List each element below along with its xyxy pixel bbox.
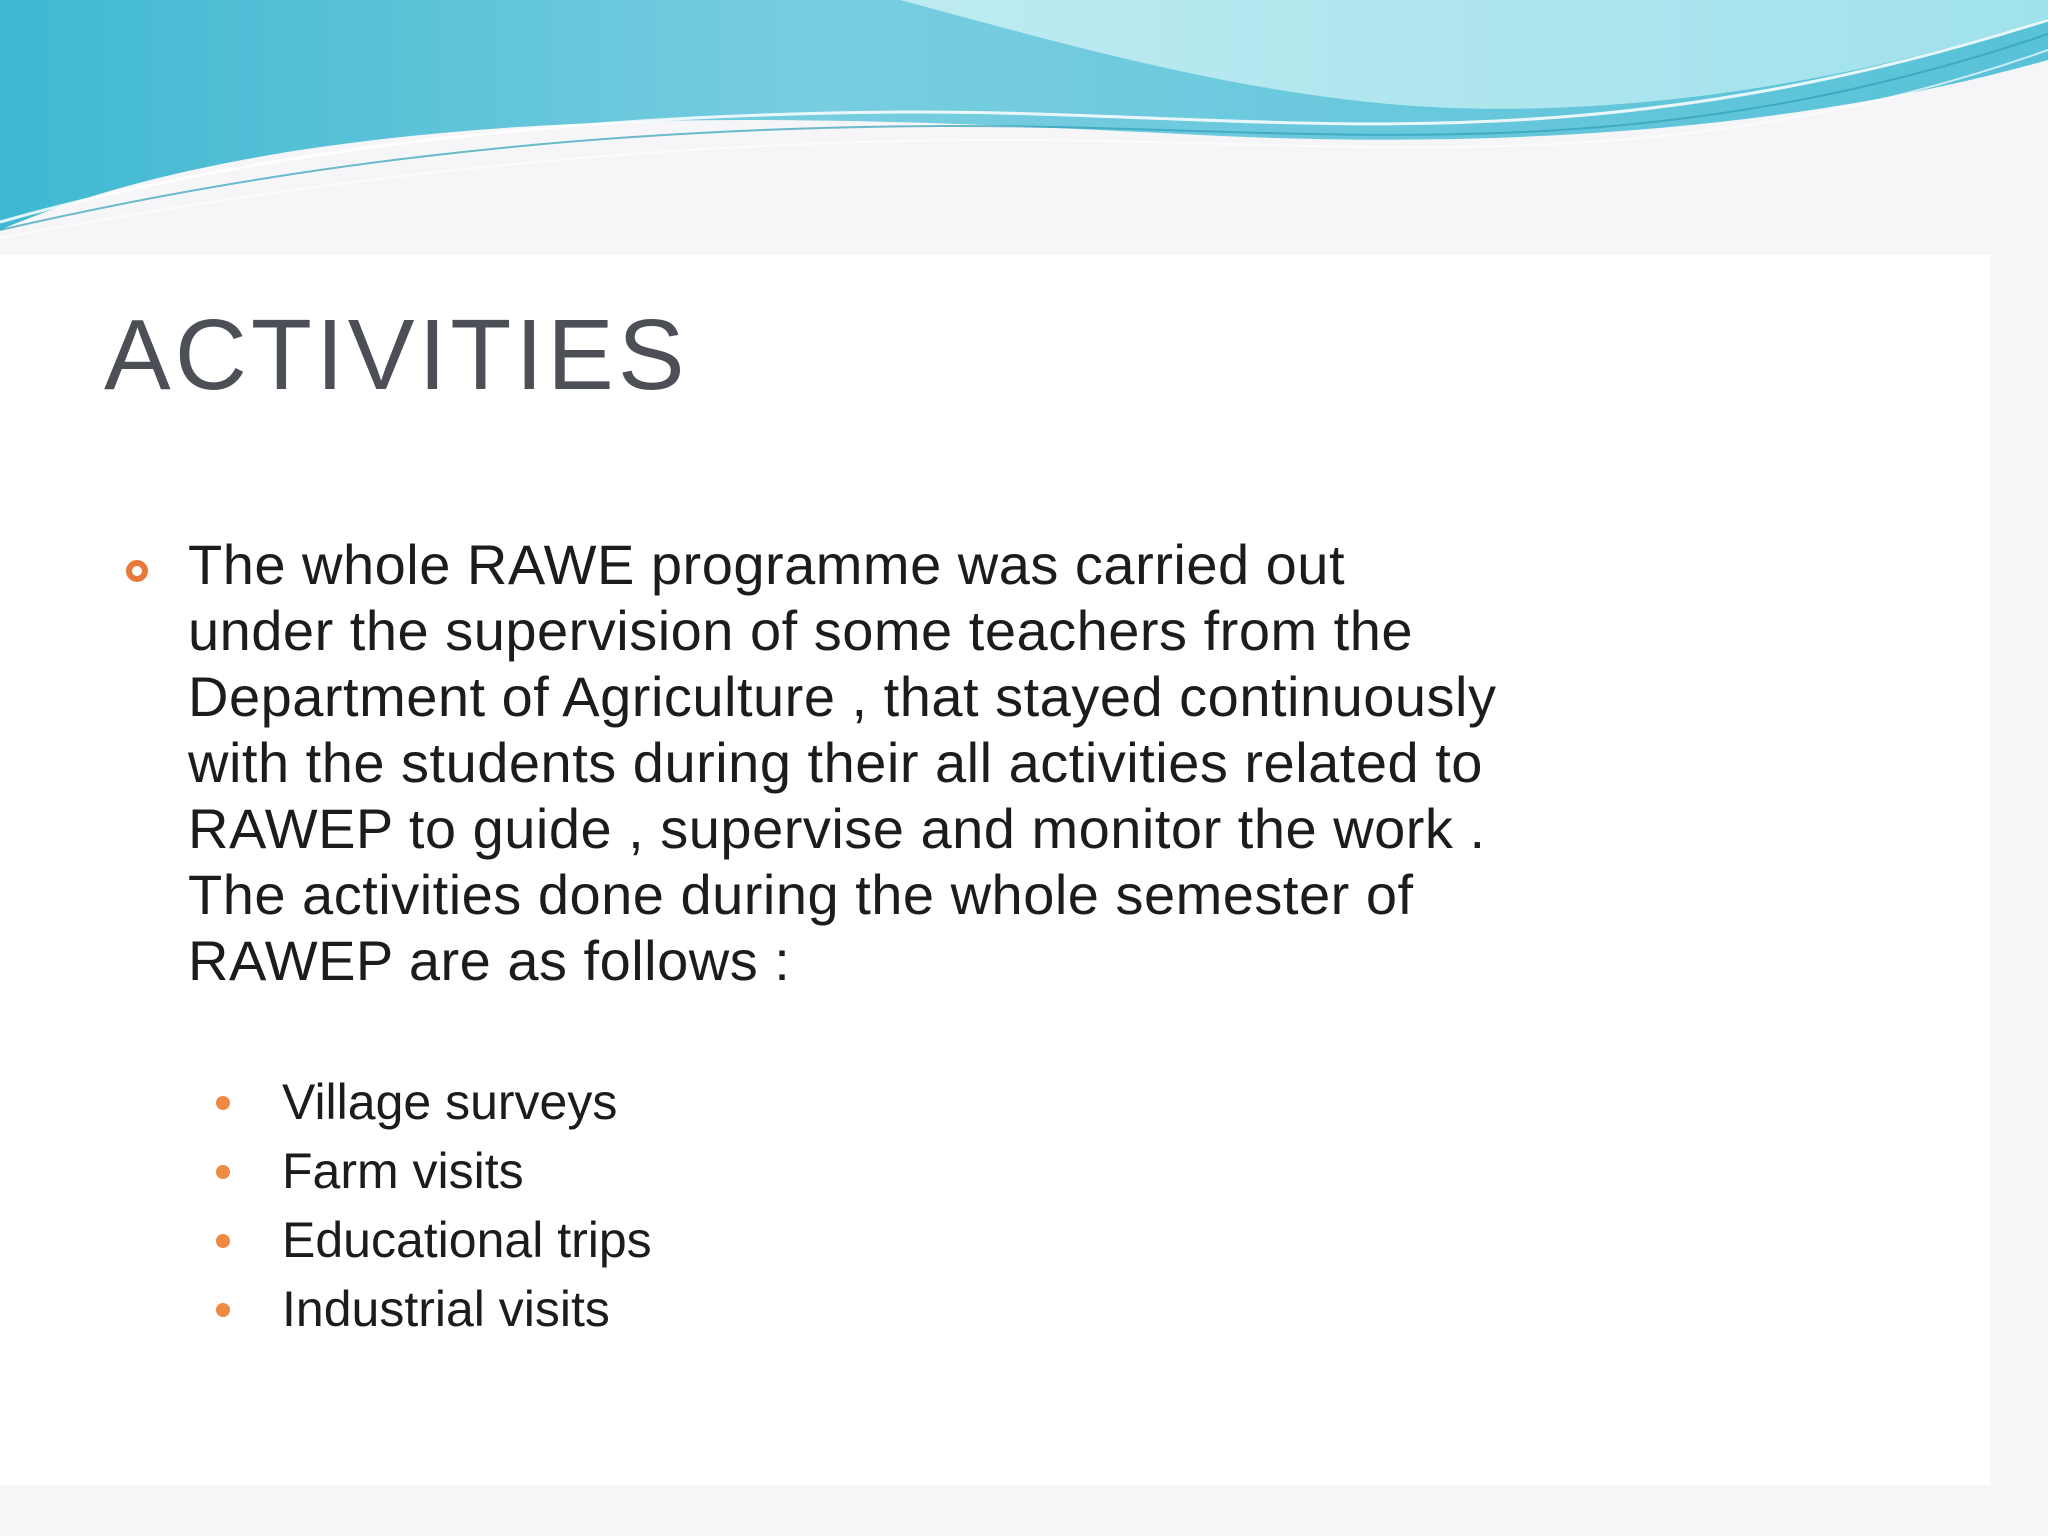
dot-bullet-icon: [216, 1096, 230, 1110]
main-bullet-line: The activities done during the whole semester of: [188, 863, 1414, 926]
dot-bullet-icon: [216, 1303, 230, 1317]
hollow-circle-bullet-icon: [126, 560, 148, 582]
main-bullet-line: with the students during their all activities related to: [188, 731, 1483, 794]
dot-bullet-icon: [216, 1234, 230, 1248]
main-bullet-line: RAWEP are as follows :: [188, 929, 791, 992]
main-bullet-line: RAWEP to guide , supervise and monitor the work .: [188, 797, 1486, 860]
main-bullet-line: Department of Agriculture , that stayed continuously: [188, 665, 1497, 728]
header-wave-decoration: [0, 0, 2048, 240]
list-item: [212, 1068, 652, 1137]
main-bullet-line: under the supervision of some teachers from the: [188, 599, 1414, 662]
list-item-label: Industrial visits: [282, 1281, 610, 1337]
list-item-label: Village surveys: [282, 1074, 618, 1130]
slide-title: ACTIVITIES: [104, 299, 689, 411]
list-item: [212, 1275, 652, 1344]
list-item: [212, 1137, 652, 1206]
list-item: [212, 1206, 652, 1275]
dot-bullet-icon: [216, 1165, 230, 1179]
list-item-label: Farm visits: [282, 1143, 524, 1199]
main-bullet-text: [188, 532, 1968, 994]
sub-bullet-list: [212, 1068, 652, 1344]
list-item-label: Educational trips: [282, 1212, 652, 1268]
main-bullet-line: The whole RAWE programme was carried out: [188, 533, 1346, 596]
